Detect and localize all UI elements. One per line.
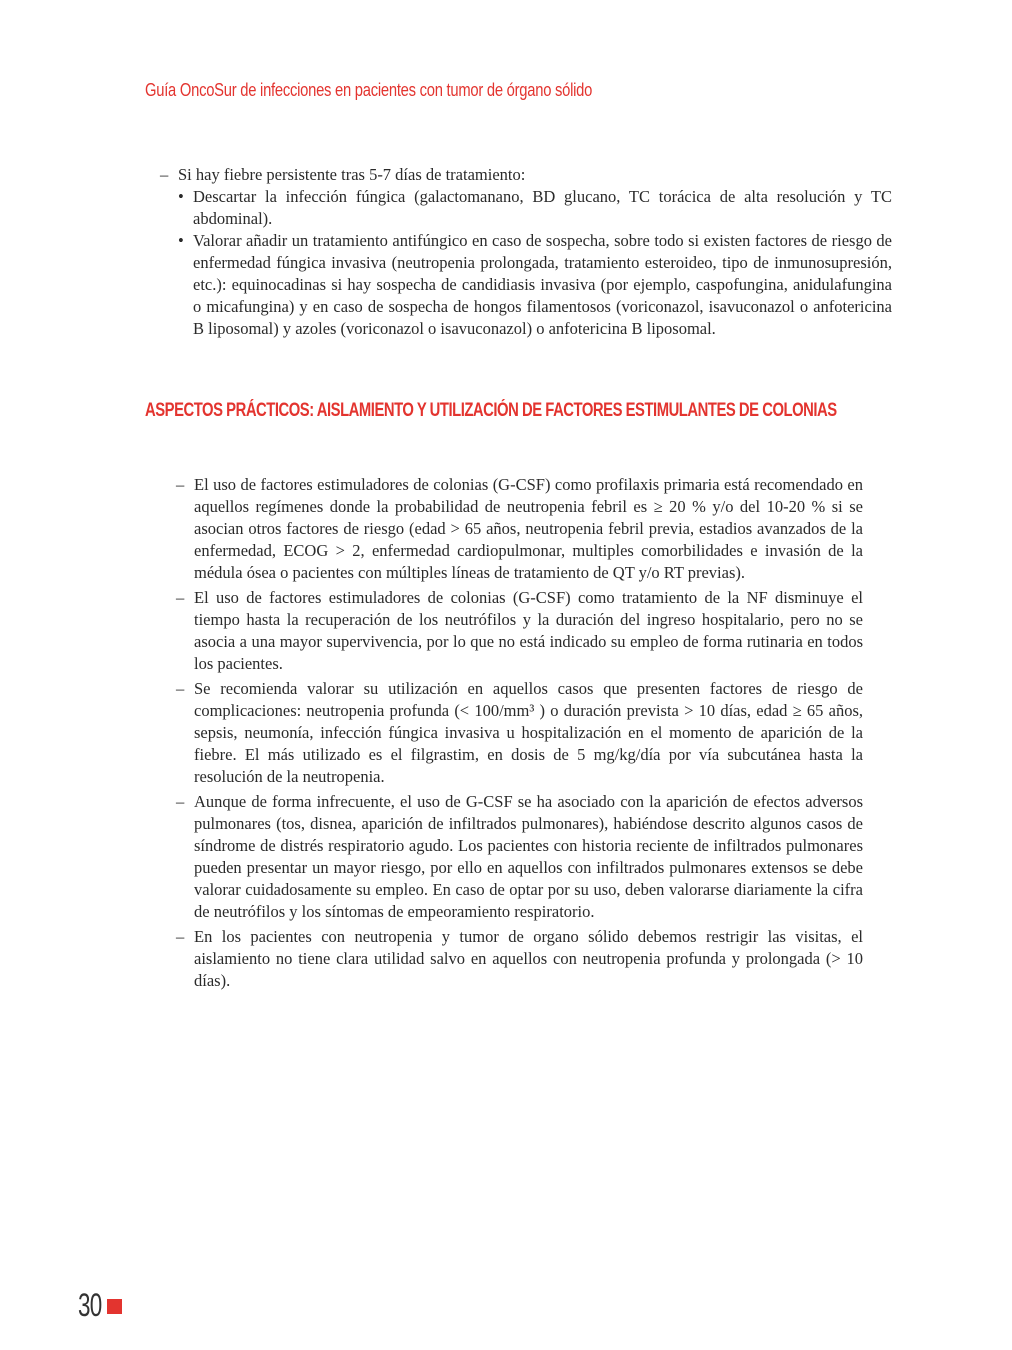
bullet-text: Descartar la infección fúngica (galactomanano, BD glucano, TC torácica de alta resolución y TC abdominal). <box>193 187 892 228</box>
dash-marker: – <box>176 475 185 494</box>
list-item <box>176 678 863 788</box>
list-item <box>176 474 863 584</box>
bullet-list <box>160 186 892 340</box>
list-item <box>176 791 863 923</box>
bullet-text: Valorar añadir un tratamiento antifúngico en caso de sospecha, sobre todo si existen factores de riesgo de enfermedad fúngica invasiva (neutropenia prolongada, tratamiento esteroideo, tipo de inmunosupresión, etc.): equinocadinas si hay sospecha de candidiasis invasiva (por ejemplo, caspofungina, anidulafungina o micafungina) y en caso de sospecha de hongos filamentosos (voriconazol, isavuconazol o anfotericina B liposomal) y azoles (voriconazol o isavuconazol) o anfotericina B liposomal. <box>193 231 892 338</box>
dash-marker: – <box>176 679 185 698</box>
list-item <box>176 587 863 675</box>
list-item-text: El uso de factores estimuladores de colonias (G-CSF) como profilaxis primaria está recomendado en aquellos regímenes donde la probabilidad de neutropenia febril es ≥ 20 % y/o del 10-20 % si se asocian otros factores de riesgo (edad > 65 años, neutropenia febril previa, estadios avanzados de la enfermedad, ECOG > 2, enfermedad cardiopulmonar, multiples comorbilidades e invasión de la médula ósea o pacientes con múltiples líneas de tratamiento de QT y/o RT previas). <box>194 475 863 582</box>
dash-marker: – <box>176 792 185 811</box>
list-item-text: Si hay fiebre persistente tras 5-7 días de tratamiento: <box>178 165 526 184</box>
page-marker-square <box>107 1299 122 1314</box>
dash-marker: – <box>176 927 185 946</box>
list-item-text: El uso de factores estimuladores de colonias (G-CSF) como tratamiento de la NF disminuye el tiempo hasta la recuperación de los neutrófilos y la duración del ingreso hospitalario, pero no se asocia a una mayor supervivencia, por lo que no está indicado su empleo de forma rutinaria en todos los pacientes. <box>194 588 863 673</box>
bullet-item <box>178 186 892 230</box>
bullet-marker: • <box>178 187 184 206</box>
page-number: 30 <box>78 1287 102 1323</box>
list-item-text: En los pacientes con neutropenia y tumor de organo sólido debemos restrigir las visitas, el aislamiento no tiene clara utilidad salvo en aquellos con neutropenia profunda y prolongada (> 10 días). <box>194 927 863 990</box>
list-item-text: Aunque de forma infrecuente, el uso de G-CSF se ha asociado con la aparición de efectos adversos pulmonares (tos, disnea, aparición de infiltrados pulmonares), habiéndose descrito algunos casos de síndrome de distrés respiratorio agudo. Los pacientes con historia reciente de infiltrados pulmonares pueden presentar un mayor riesgo, por ello en aquellos con infiltrados pulmonares extensos se debe valorar cuidadosamente su empleo. En caso de optar por su uso, deben valorarse diariamente la cifra de neutrófilos y los síntomas de empeoramiento respiratorio. <box>194 792 863 921</box>
section-heading: ASPECTOS PRÁCTICOS: AISLAMIENTO Y UTILIZACIÓN DE FACTORES ESTIMULANTES DE COLONIAS <box>145 400 837 421</box>
list-item-text: Se recomienda valorar su utilización en aquellos casos que presenten factores de riesgo de complicaciones: neutropenia profunda (< 100/mm³ ) o duración prevista > 10 días, edad ≥ 65 años, sepsis, neumonía, infección fúngica invasiva u hospitalización en el momento de aparición de la fiebre. El más utilizado es el filgrastim, en dosis de 5 mg/kg/día por vía subcutánea hasta la resolución de la neutropenia. <box>194 679 863 786</box>
list-item <box>160 164 892 186</box>
persistent-fever-block <box>160 164 892 340</box>
bullet-marker: • <box>178 231 184 250</box>
dash-marker: – <box>176 588 185 607</box>
bullet-item <box>178 230 892 340</box>
running-head: Guía OncoSur de infecciones en pacientes con tumor de órgano sólido <box>145 80 593 100</box>
dash-marker: – <box>160 165 169 184</box>
practical-aspects-block <box>176 474 863 995</box>
list-item <box>176 926 863 992</box>
